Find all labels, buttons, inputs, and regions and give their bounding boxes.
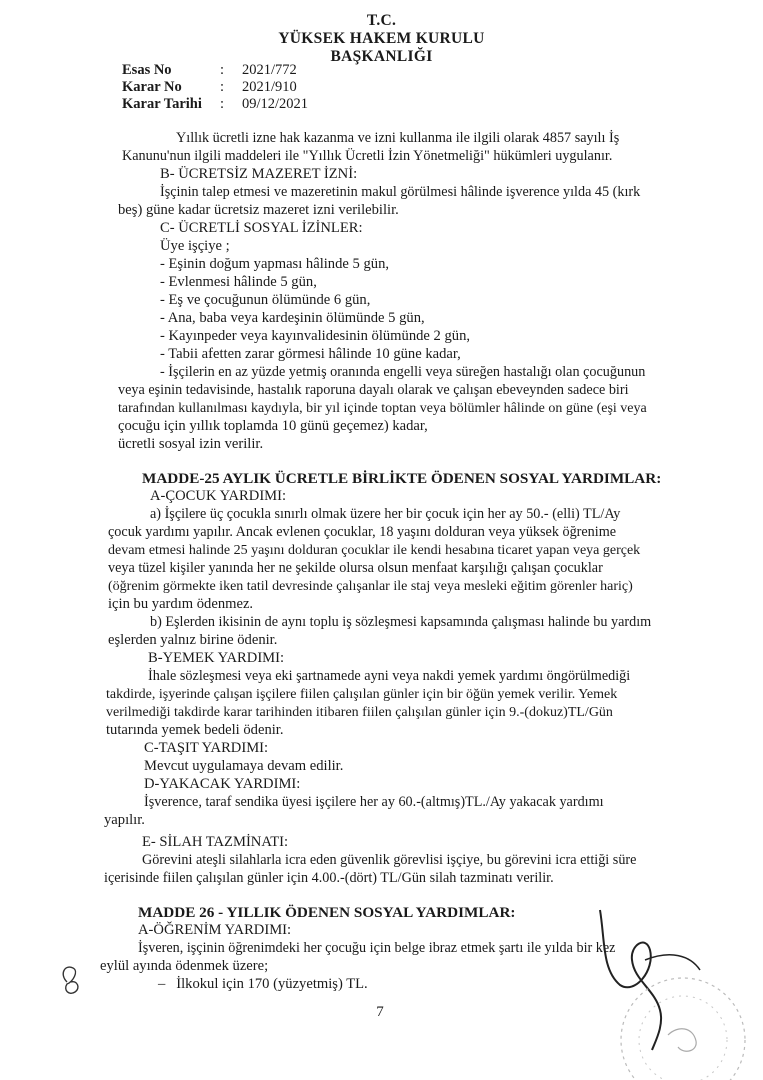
- meta-value: 2021/910: [242, 79, 297, 95]
- para-line: (öğrenim görmekte iken tatil devresinde çalışanlar ile staj veya mesleki eğitim görenler hariç): [108, 579, 633, 594]
- para-line: çocuğu için yıllık toplamda 10 günü geçemez) kadar,: [118, 418, 428, 434]
- para-line: devam etmesi halinde 25 yaşını dolduran çocuklar ile kendi hesabına ticaret yapan veya gerçek: [108, 543, 641, 558]
- meta-esas-no: [122, 62, 297, 79]
- list-item: - İşçilerin en az yüzde yetmiş oranında engelli veya süreğen hastalığı olan çocuğunun: [160, 364, 646, 380]
- para-line: Yıllık ücretli izne hak kazanma ve izni kullanma ile ilgili olarak 4857 sayılı İş: [176, 130, 620, 146]
- para-line: İşçinin talep etmesi ve mazeretinin makul görülmesi hâlinde işverence yılda 45 (kırk: [160, 184, 641, 200]
- para-line: eylül ayında ödenmek üzere;: [100, 958, 269, 974]
- section-heading-b: B- ÜCRETSİZ MAZERET İZNİ:: [160, 166, 358, 182]
- meta-label: Karar No: [122, 79, 182, 95]
- list-dash: –: [158, 976, 166, 992]
- para-line: tutarında yemek bedeli ödenir.: [106, 722, 284, 738]
- meta-label: Karar Tarihi: [122, 96, 202, 112]
- section-heading-cocuk: A-ÇOCUK YARDIMI:: [150, 488, 287, 504]
- header-presidency: BAŞKANLIĞI: [330, 48, 433, 65]
- article-25-heading: MADDE-25 AYLIK ÜCRETLE BİRLİKTE ÖDENEN SOSYAL YARDIMLAR:: [142, 470, 662, 487]
- section-heading-silah: E- SİLAH TAZMİNATI:: [142, 834, 289, 850]
- para-line: veya eşinin tedavisinde, hastalık raporuna dayalı olarak ve çalışan ebeveynden sadece biri: [118, 382, 629, 398]
- para-line: Görevini ateşli silahlarla icra eden güvenlik görevlisi işçiye, bu görevini icra ettiği süre: [142, 852, 637, 868]
- meta-value: 2021/772: [242, 62, 297, 78]
- para-line: eşlerden yalnız birine ödenir.: [108, 632, 278, 648]
- list-item: - Kayınpeder veya kayınvalidesinin ölümünde 2 gün,: [160, 328, 471, 344]
- para-line: verilmediği takdirde karar tarihinden itibaren fiilen çalışılan günler için 9.-(dokuz)TL/Gün: [106, 705, 613, 720]
- page-number: 7: [376, 1004, 384, 1020]
- section-heading-yakacak: D-YAKACAK YARDIMI:: [144, 776, 301, 792]
- para-line: için bu yardım ödenmez.: [108, 596, 254, 612]
- meta-value: 09/12/2021: [242, 96, 309, 112]
- para-line: takdirde, işyerinde çalışan işçilere fiilen çalışılan günler için bir öğün yemek verilir. Yemek: [106, 687, 618, 702]
- para-line: İşveren, işçinin öğrenimdeki her çocuğu için belge ibraz etmek şartı ile yılda bir kez: [138, 940, 616, 956]
- meta-colon: :: [220, 79, 225, 95]
- para-line: Kanunu'nun ilgili maddeleri ile "Yıllık Ücretli İzin Yönetmeliği" hükümleri uygulanır.: [122, 148, 613, 164]
- meta-label: Esas No: [122, 62, 172, 78]
- para-line: ücretli sosyal izin verilir.: [118, 436, 264, 452]
- para-line: yapılır.: [104, 812, 145, 828]
- list-item: - Tabii afetten zarar görmesi hâlinde 10 güne kadar,: [160, 346, 461, 362]
- handwritten-initial-icon: [55, 960, 105, 1000]
- section-heading-c: C- ÜCRETLİ SOSYAL İZİNLER:: [160, 220, 363, 236]
- para-line: a) İşçilere üç çocukla sınırlı olmak üzere her bir çocuk için her ay 50.- (elli) TL/Ay: [150, 506, 621, 522]
- header-tc: T.C.: [366, 12, 397, 29]
- meta-karar-no: [122, 79, 297, 96]
- section-heading-ogrenim: A-ÖĞRENİM YARDIMI:: [138, 922, 292, 938]
- list-item: - Evlenmesi hâlinde 5 gün,: [160, 274, 317, 290]
- seal-stamp-icon: [588, 955, 758, 1080]
- para-line: Üye işçiye ;: [160, 238, 230, 254]
- meta-colon: :: [220, 96, 225, 112]
- para-line: İhale sözleşmesi veya eki şartnamede ayni veya nakdi yemek yardımı öngörülmediği: [148, 668, 631, 684]
- para-line: b) Eşlerden ikisinin de aynı toplu iş sözleşmesi kapsamında çalışması halinde bu yardım: [150, 614, 652, 630]
- list-item: - Ana, baba veya kardeşinin ölümünde 5 gün,: [160, 310, 425, 326]
- header-institution: YÜKSEK HAKEM KURULU: [278, 30, 485, 47]
- meta-colon: :: [220, 62, 225, 78]
- para-line: İşverence, taraf sendika üyesi işçilere her ay 60.-(altmış)TL./Ay yakacak yardımı: [144, 794, 604, 810]
- meta-karar-tarihi: [122, 96, 308, 113]
- article-26-heading: MADDE 26 - YILLIK ÖDENEN SOSYAL YARDIMLAR:: [138, 904, 516, 921]
- list-item: [158, 976, 368, 993]
- section-heading-tasit: C-TAŞIT YARDIMI:: [144, 740, 269, 756]
- para-line: çocuk yardımı yapılır. Ancak evlenen çocuklar, 18 yaşını dolduran veya yüksek öğrenime: [108, 524, 617, 540]
- para-line: içerisinde fiilen çalışılan günler için 4.00.-(dört) TL/Gün silah tazminatı verilir.: [104, 870, 554, 886]
- list-text: İlkokul için 170 (yüzyetmiş) TL.: [176, 976, 368, 992]
- para-line: tarafından kullanılması kaydıyla, bir yıl içinde toptan veya bölümler hâlinde on güne (eşi veya: [118, 401, 647, 416]
- list-item: - Eşinin doğum yapması hâlinde 5 gün,: [160, 256, 390, 272]
- para-line: Mevcut uygulamaya devam edilir.: [144, 758, 344, 774]
- para-line: veya tüzel kişiler yanında her ne şekilde olursa olsun menfaat karşılığı çalışan çocuklar: [108, 560, 603, 576]
- section-heading-yemek: B-YEMEK YARDIMI:: [148, 650, 285, 666]
- list-item: - Eş ve çocuğunun ölümünde 6 gün,: [160, 292, 371, 308]
- para-line: beş) güne kadar ücretsiz mazeret izni verilebilir.: [118, 202, 399, 218]
